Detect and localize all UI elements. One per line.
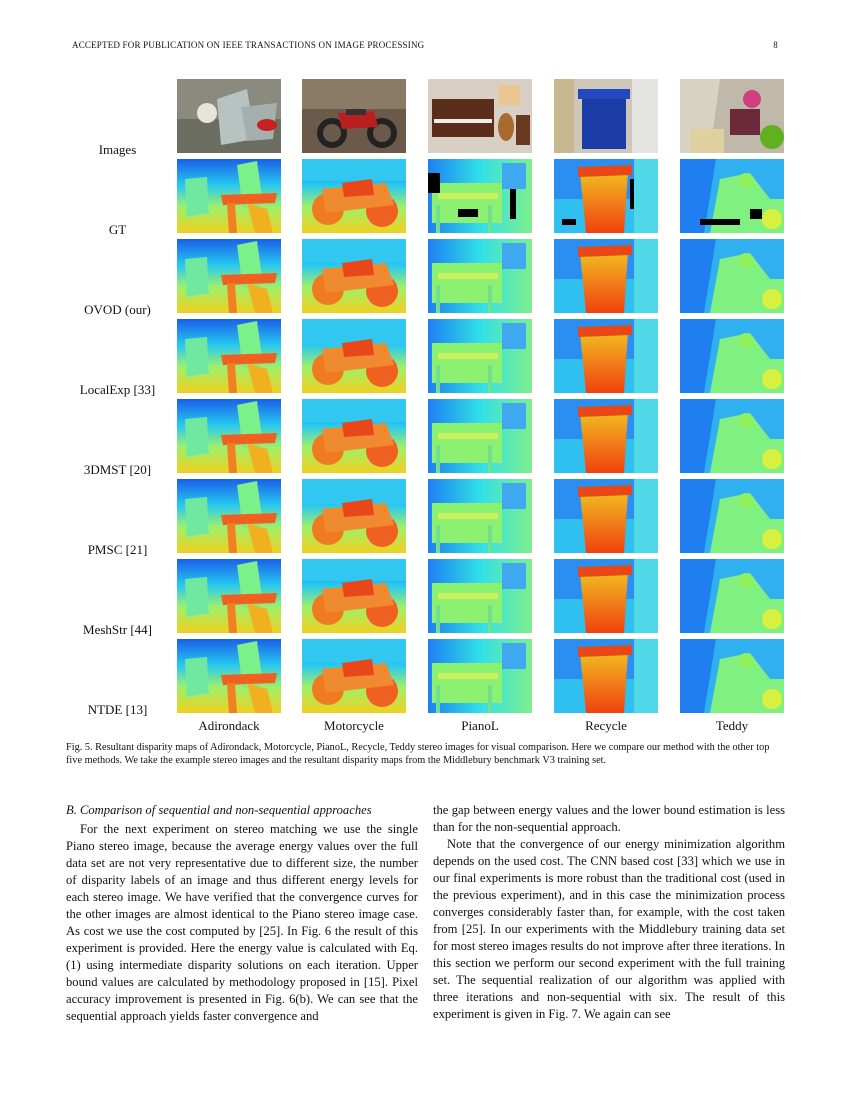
photo-recycle-images xyxy=(554,79,658,153)
disparity-map-adirondack-meshstr xyxy=(177,559,281,633)
disparity-map-teddy-pmsc xyxy=(680,479,784,553)
disparity-map-recycle-ntde xyxy=(554,639,658,713)
row-label-gt: GT xyxy=(108,222,127,237)
disparity-map-recycle-gt xyxy=(554,159,658,233)
paragraph-right-1: the gap between energy values and the lower bound estimation is less than for the non-sequential approach. xyxy=(433,803,785,834)
col-label-teddy: Teddy xyxy=(715,718,749,733)
disparity-map-motorcycle-ovod xyxy=(302,239,406,313)
disparity-map-pianol-ntde xyxy=(428,639,532,713)
photo-motorcycle-images xyxy=(302,79,406,153)
disparity-map-teddy-ntde xyxy=(680,639,784,713)
disparity-map-motorcycle-localexp xyxy=(302,319,406,393)
journal-title: ACCEPTED FOR PUBLICATION ON IEEE TRANSACTIONS ON IMAGE PROCESSING xyxy=(72,40,425,50)
disparity-map-motorcycle-gt xyxy=(302,159,406,233)
running-header xyxy=(72,40,778,50)
disparity-map-adirondack-pmsc xyxy=(177,479,281,553)
disparity-map-motorcycle-meshstr xyxy=(302,559,406,633)
col-label-pianol: PianoL xyxy=(461,718,499,733)
disparity-map-pianol-localexp xyxy=(428,319,532,393)
disparity-map-recycle-meshstr xyxy=(554,559,658,633)
row-label-localexp: LocalExp [33] xyxy=(79,382,156,397)
row-label-ovod: OVOD (our) xyxy=(84,302,151,317)
photo-pianol-images xyxy=(428,79,532,153)
row-label-3dmst: 3DMST [20] xyxy=(83,462,152,477)
row-label-images: Images xyxy=(98,142,137,157)
col-label-recycle: Recycle xyxy=(585,718,627,733)
disparity-map-motorcycle-3dmst xyxy=(302,399,406,473)
disparity-map-pianol-3dmst xyxy=(428,399,532,473)
row-label-pmsc: PMSC [21] xyxy=(87,542,148,557)
disparity-map-adirondack-ovod xyxy=(177,239,281,313)
disparity-map-teddy-meshstr xyxy=(680,559,784,633)
body-column-left xyxy=(66,802,418,1025)
paragraph-right-2: Note that the convergence of our energy minimization algorithm depends on the used cost. The CNN based cost [33] which we use in our final experiments is more robust than the traditional cost (used in the previous experiment), and in this case the minimization process converges considerably faster than, for example, with the cost taken from [25]. In our experiments with the Middlebury training data set for most stereo images results do not improve after three iterations. In this section we perform our second experiment with the full training set. The sequential realization of our algorithm was applied with three iterations and non-sequential with six. The result of this experiment is given in Fig. 7. We again can see xyxy=(433,837,785,1021)
photo-adirondack-images xyxy=(177,79,281,153)
disparity-map-adirondack-3dmst xyxy=(177,399,281,473)
col-label-adirondack: Adirondack xyxy=(198,718,260,733)
disparity-map-pianol-meshstr xyxy=(428,559,532,633)
disparity-map-teddy-localexp xyxy=(680,319,784,393)
figure-caption: Fig. 5. Resultant disparity maps of Adirondack, Motorcycle, PianoL, Recycle, Teddy stereo images for visual comparison. Here we compare our method with the other top five methods. We take the example stereo images and the resultant disparity maps from the Middlebury benchmark V3 training set. xyxy=(66,742,770,766)
disparity-map-adirondack-ntde xyxy=(177,639,281,713)
disparity-map-teddy-gt xyxy=(680,159,784,233)
disparity-map-pianol-pmsc xyxy=(428,479,532,553)
disparity-map-recycle-3dmst xyxy=(554,399,658,473)
col-label-motorcycle: Motorcycle xyxy=(324,718,384,733)
disparity-map-pianol-gt xyxy=(428,159,532,233)
disparity-map-adirondack-gt xyxy=(177,159,281,233)
disparity-map-recycle-pmsc xyxy=(554,479,658,553)
disparity-map-teddy-3dmst xyxy=(680,399,784,473)
disparity-map-motorcycle-pmsc xyxy=(302,479,406,553)
paragraph-left: For the next experiment on stereo matching we use the single Piano stereo image, because the average energy values over the full data set are not very representative due to different size, the number of disparity labels of an image and thus different energy levels for each stereo image. We have verified that the convergence curves for the other images are almost identical to the Piano stereo image case. As cost we use the cost computed by [25]. In Fig. 6 the result of this experiment is provided. Here the energy value is calculated with Eq. (1) using intermediate disparity solutions on each iteration. Upper bound values are calculated by methodology proposed in [15]. Pixel accuracy improvement is presented in Fig. 6(b). We can see that the sequential approach yields faster convergence and xyxy=(66,822,418,1023)
section-title: B. Comparison of sequential and non-sequential approaches xyxy=(66,803,372,817)
photo-teddy-images xyxy=(680,79,784,153)
disparity-map-motorcycle-ntde xyxy=(302,639,406,713)
disparity-map-recycle-localexp xyxy=(554,319,658,393)
disparity-map-recycle-ovod xyxy=(554,239,658,313)
disparity-map-pianol-ovod xyxy=(428,239,532,313)
disparity-map-adirondack-localexp xyxy=(177,319,281,393)
row-label-meshstr: MeshStr [44] xyxy=(83,622,152,637)
body-column-right xyxy=(433,802,785,1023)
row-label-ntde: NTDE [13] xyxy=(87,702,148,717)
page-number: 8 xyxy=(773,40,778,50)
disparity-map-teddy-ovod xyxy=(680,239,784,313)
